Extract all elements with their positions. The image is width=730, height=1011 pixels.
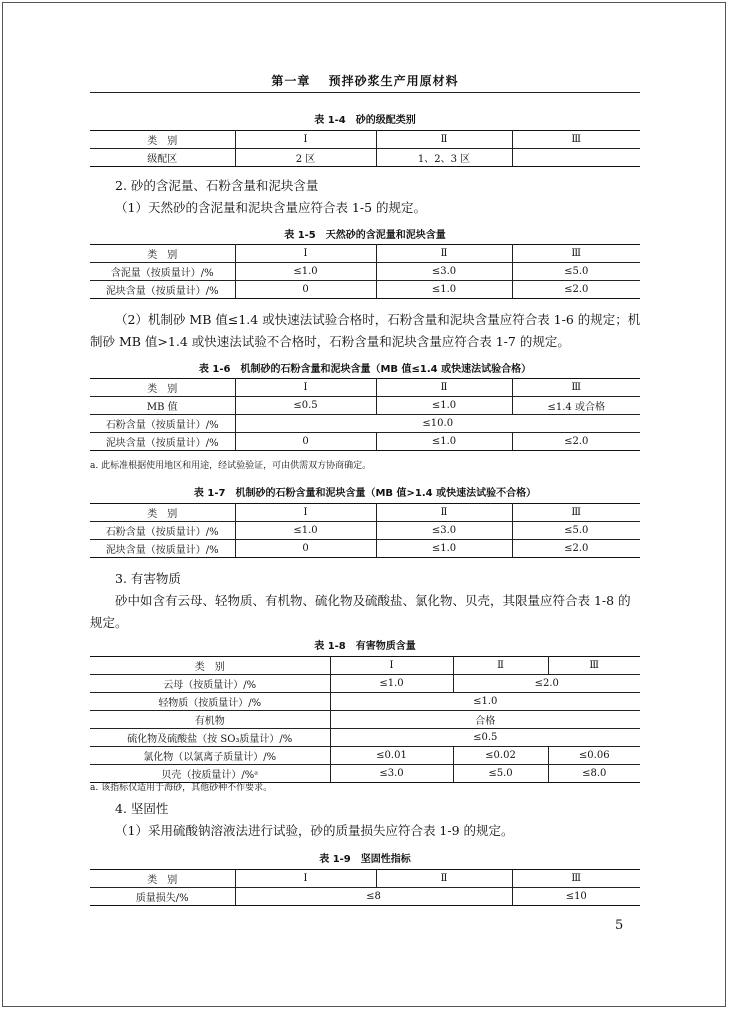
table-cell: 有机物 xyxy=(90,711,330,729)
header-cell: Ⅱ xyxy=(453,657,548,675)
table-cell: ≤1.4 或合格 xyxy=(512,397,640,415)
header-cell: Ⅱ xyxy=(376,870,512,888)
table-cell: 石粉含量（按质量计）/% xyxy=(90,415,235,433)
header-cell: 类 别 xyxy=(90,504,235,522)
table-cell: ≤3.0 xyxy=(376,263,512,281)
table-cell: ≤1.0 xyxy=(235,522,376,540)
header-cell: 类 别 xyxy=(90,379,235,397)
table-cell: ≤3.0 xyxy=(376,522,512,540)
header-cell: Ⅰ xyxy=(235,870,376,888)
table-cell: ≤0.02 xyxy=(453,747,548,765)
table-cell: 0 xyxy=(235,433,376,451)
table-1-8-caption: 表 1-8 有害物质含量 xyxy=(314,641,416,652)
header-cell: Ⅲ xyxy=(512,870,640,888)
table-cell: 0 xyxy=(235,281,376,299)
table-cell: ≤10.0 xyxy=(235,415,640,433)
table-cell xyxy=(512,149,640,167)
header-cell: Ⅱ xyxy=(376,504,512,522)
table-cell: 泥块含量（按质量计）/% xyxy=(90,433,235,451)
table-header-row xyxy=(90,245,640,263)
table-row xyxy=(90,415,640,433)
table-cell: 泥块含量（按质量计）/% xyxy=(90,540,235,558)
table-note: a. 该指标仅适用于海砂，其他砂种不作要求。 xyxy=(90,783,273,793)
header-cell: 类 别 xyxy=(90,657,330,675)
table-cell: ≤8.0 xyxy=(548,765,640,783)
table-note: a. 此标准根据使用地区和用途，经试验验证，可由供需双方协商确定。 xyxy=(90,461,372,471)
header-cell: Ⅰ xyxy=(235,131,376,149)
chapter-title: 预拌砂浆生产用原材料 xyxy=(328,74,459,88)
table-cell: 质量损失/% xyxy=(90,888,235,906)
table-row xyxy=(90,522,640,540)
header-cell: Ⅲ xyxy=(512,504,640,522)
table-row xyxy=(90,888,640,906)
table-header-row xyxy=(90,657,640,675)
table-cell: ≤1.0 xyxy=(376,281,512,299)
table-cell: ≤0.5 xyxy=(235,397,376,415)
table-row xyxy=(90,397,640,415)
table-cell: ≤2.0 xyxy=(512,281,640,299)
section-4-heading: 4. 坚固性 xyxy=(115,801,169,816)
table-cell: 硫化物及硫酸盐（按 SO₃质量计）/% xyxy=(90,729,330,747)
table-row xyxy=(90,729,640,747)
table-cell: ≤0.5 xyxy=(330,729,640,747)
table-cell: 1、2、3 区 xyxy=(376,149,512,167)
table-header-row xyxy=(90,870,640,888)
table-row xyxy=(90,540,640,558)
section-3-heading: 3. 有害物质 xyxy=(115,571,181,586)
page-number: 5 xyxy=(615,918,624,933)
header-cell: Ⅰ xyxy=(235,245,376,263)
table-row xyxy=(90,711,640,729)
table-header-row xyxy=(90,131,640,149)
header-cell: 类 别 xyxy=(90,245,235,263)
table-row xyxy=(90,747,640,765)
table-cell: 级配区 xyxy=(90,149,235,167)
header-cell: Ⅲ xyxy=(512,131,640,149)
paragraph: （1）天然砂的含泥量和泥块含量应符合表 1-5 的规定。 xyxy=(115,200,427,215)
paragraph: （1）采用硫酸钠溶液法进行试验，砂的质量损失应符合表 1-9 的规定。 xyxy=(115,823,514,838)
table-1-9 xyxy=(90,869,640,906)
table-cell: ≤8 xyxy=(235,888,512,906)
table-header-row xyxy=(90,379,640,397)
table-cell: ≤10 xyxy=(512,888,640,906)
table-1-4-caption: 表 1-4 砂的级配类别 xyxy=(314,115,416,126)
table-1-7-caption: 表 1-7 机制砂的石粉含量和泥块含量（MB 值>1.4 或快速法试验不合格） xyxy=(193,488,537,499)
table-cell: ≤1.0 xyxy=(376,397,512,415)
table-row xyxy=(90,433,640,451)
table-cell: ≤1.0 xyxy=(376,433,512,451)
table-cell: ≤1.0 xyxy=(330,675,453,693)
table-cell: 泥块含量（按质量计）/% xyxy=(90,281,235,299)
header-cell: Ⅲ xyxy=(548,657,640,675)
table-1-8 xyxy=(90,656,640,783)
table-cell: 贝壳（按质量计）/%ᵃ xyxy=(90,765,330,783)
table-1-6-caption: 表 1-6 机制砂的石粉含量和泥块含量（MB 值≤1.4 或快速法试验合格） xyxy=(198,364,532,375)
table-1-6 xyxy=(90,378,640,451)
table-cell: 云母（按质量计）/% xyxy=(90,675,330,693)
table-row xyxy=(90,675,640,693)
header-cell: Ⅰ xyxy=(235,504,376,522)
table-cell: ≤0.06 xyxy=(548,747,640,765)
section-2-heading: 2. 砂的含泥量、石粉含量和泥块含量 xyxy=(115,178,319,193)
table-cell: 2 区 xyxy=(235,149,376,167)
table-1-7 xyxy=(90,503,640,558)
table-cell: 石粉含量（按质量计）/% xyxy=(90,522,235,540)
table-header-row xyxy=(90,504,640,522)
table-cell: ≤3.0 xyxy=(330,765,453,783)
table-cell: 合格 xyxy=(330,711,640,729)
table-row xyxy=(90,263,640,281)
header-cell: Ⅲ xyxy=(512,379,640,397)
table-cell: ≤1.0 xyxy=(330,693,640,711)
table-1-4 xyxy=(90,130,640,167)
running-header xyxy=(90,72,640,89)
table-cell: ≤5.0 xyxy=(512,522,640,540)
table-row xyxy=(90,149,640,167)
header-cell: Ⅲ xyxy=(512,245,640,263)
paragraph: 砂中如含有云母、轻物质、有机物、硫化物及硫酸盐、氯化物、贝壳，其限量应符合表 1-8 的规定。 xyxy=(90,593,631,630)
table-cell: 0 xyxy=(235,540,376,558)
table-cell: 轻物质（按质量计）/% xyxy=(90,693,330,711)
table-1-5-caption: 表 1-5 天然砂的含泥量和泥块含量 xyxy=(284,230,446,241)
paragraph: （2）机制砂 MB 值≤1.4 或快速法试验合格时，石粉含量和泥块含量应符合表 1-6 的规定；机制砂 MB 值>1.4 或快速法试验不合格时，石粉含量和泥块含量应符合表 1-7 的规定。 xyxy=(90,312,641,349)
header-cell: Ⅱ xyxy=(376,245,512,263)
table-cell: ≤1.0 xyxy=(376,540,512,558)
header-cell: Ⅰ xyxy=(235,379,376,397)
header-cell: Ⅰ xyxy=(330,657,453,675)
header-cell: Ⅱ xyxy=(376,131,512,149)
header-cell: 类 别 xyxy=(90,870,235,888)
table-cell: 氯化物（以氯离子质量计）/% xyxy=(90,747,330,765)
table-cell: ≤5.0 xyxy=(512,263,640,281)
table-cell: ≤2.0 xyxy=(512,433,640,451)
table-1-5 xyxy=(90,244,640,299)
table-cell: ≤5.0 xyxy=(453,765,548,783)
chapter-label: 第一章 xyxy=(271,74,311,88)
table-cell: ≤1.0 xyxy=(235,263,376,281)
table-cell: 含泥量（按质量计）/% xyxy=(90,263,235,281)
table-row xyxy=(90,281,640,299)
table-cell: ≤2.0 xyxy=(512,540,640,558)
header-rule xyxy=(90,92,640,93)
table-cell: ≤0.01 xyxy=(330,747,453,765)
header-cell: 类 别 xyxy=(90,131,235,149)
header-cell: Ⅱ xyxy=(376,379,512,397)
table-1-9-caption: 表 1-9 坚固性指标 xyxy=(319,854,411,865)
table-cell: ≤2.0 xyxy=(453,675,640,693)
table-row xyxy=(90,693,640,711)
table-cell: MB 值 xyxy=(90,397,235,415)
